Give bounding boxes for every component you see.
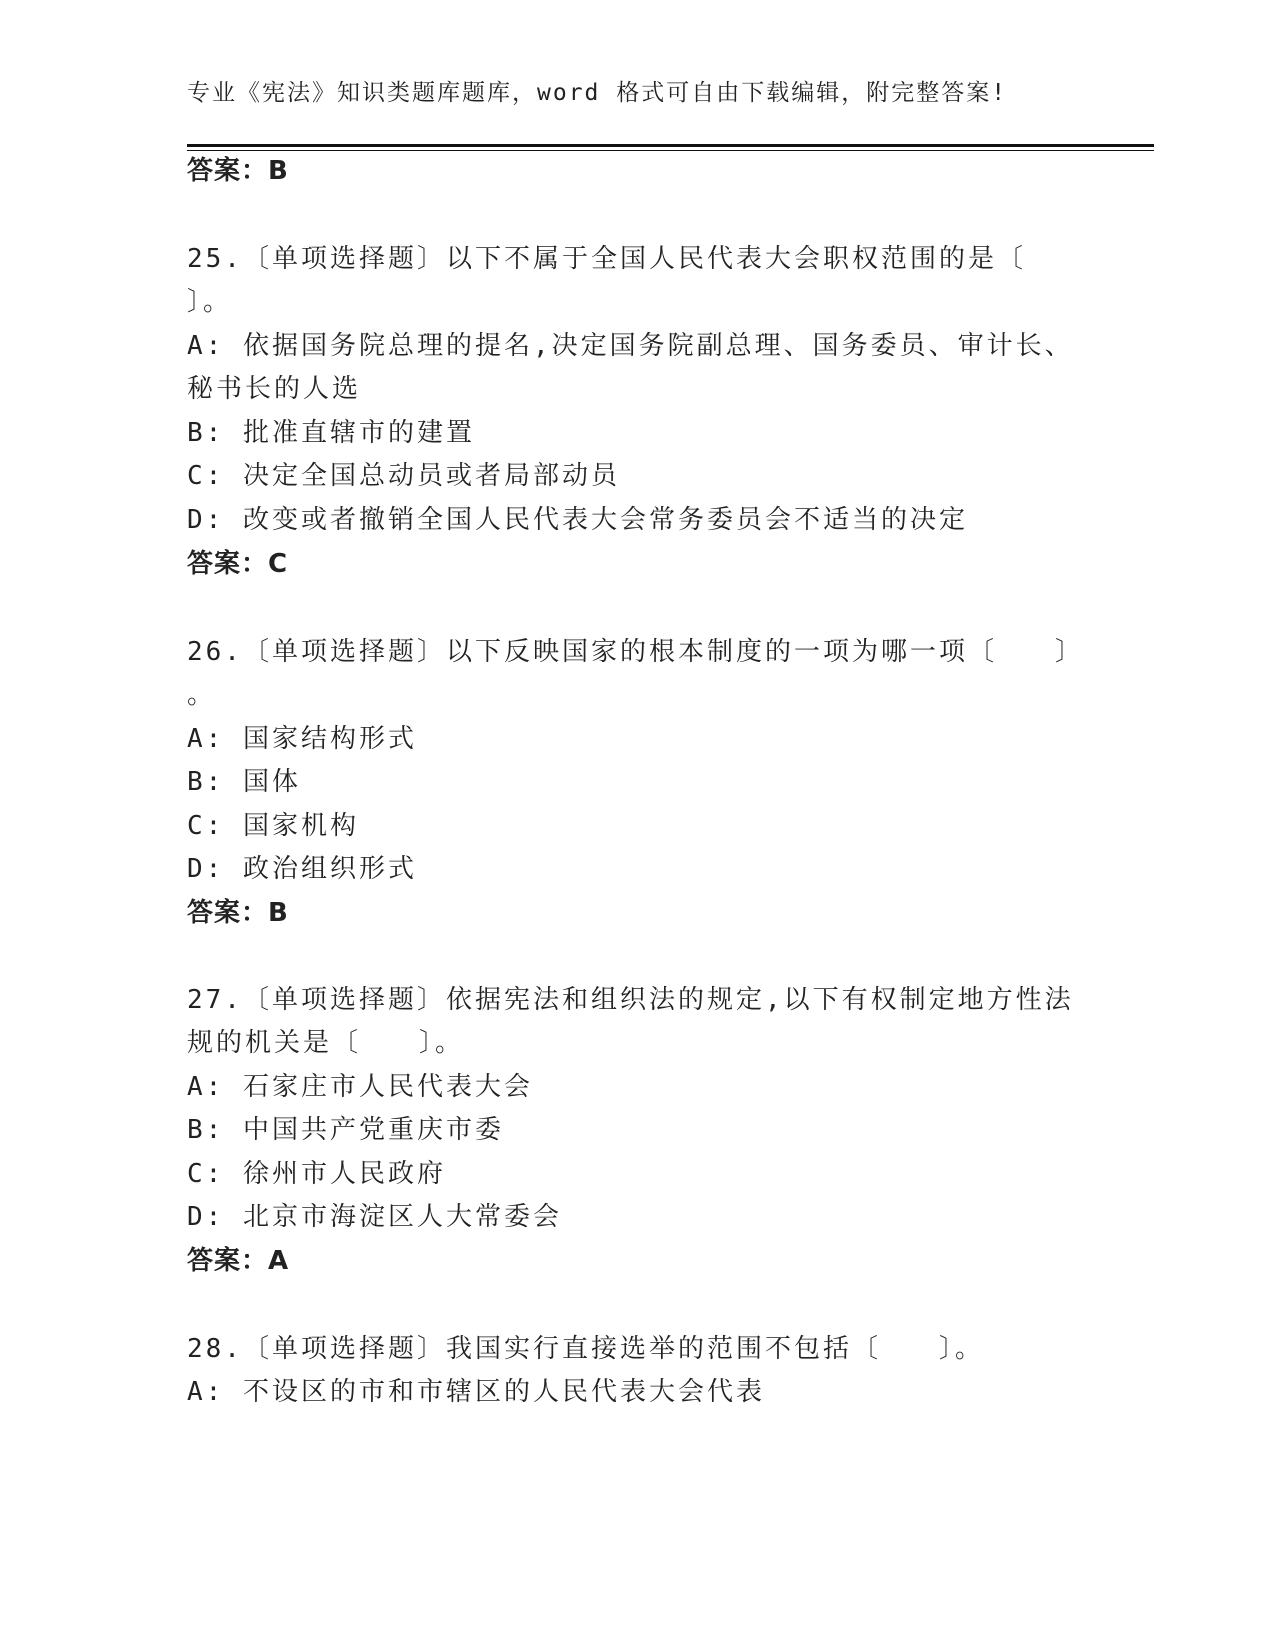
q25-answer: 答案：C (187, 549, 289, 579)
q27-option-d: D: 北京市海淀区人大常委会 (187, 1202, 562, 1232)
q27-option-b: B: 中国共产党重庆市委 (187, 1115, 504, 1145)
q25-option-a-line1: A: 依据国务院总理的提名,决定国务院副总理、国务委员、审计长、 (187, 331, 1074, 361)
q28-stem-line1: 28.〔单项选择题〕我国实行直接选举的范围不包括〔 〕。 (187, 1334, 984, 1364)
answer-previous: 答案：B (187, 156, 289, 186)
header-rule-thin (187, 150, 1154, 151)
q27-option-c: C: 徐州市人民政府 (187, 1159, 446, 1189)
q26-option-d: D: 政治组织形式 (187, 854, 417, 884)
q26-answer: 答案：B (187, 898, 289, 928)
q27-answer: 答案：A (187, 1246, 290, 1276)
q27-option-a: A: 石家庄市人民代表大会 (187, 1072, 533, 1102)
q26-option-b: B: 国体 (187, 767, 301, 797)
q26-option-a: A: 国家结构形式 (187, 724, 417, 754)
q28-option-a: A: 不设区的市和市辖区的人民代表大会代表 (187, 1377, 765, 1407)
q25-option-a-line2: 秘书长的人选 (187, 374, 362, 404)
q25-stem-line1: 25.〔单项选择题〕以下不属于全国人民代表大会职权范围的是〔 (187, 244, 1026, 274)
q27-stem-line2: 规的机关是〔 〕。 (187, 1028, 465, 1058)
q27-stem-line1: 27.〔单项选择题〕依据宪法和组织法的规定,以下有权制定地方性法 (187, 985, 1074, 1015)
q25-option-d: D: 改变或者撤销全国人民代表大会常务委员会不适当的决定 (187, 505, 968, 535)
q25-option-c: C: 决定全国总动员或者局部动员 (187, 461, 620, 491)
q26-stem-line2: 。 (187, 680, 217, 710)
q25-stem-line2: 〕。 (187, 287, 233, 317)
q26-stem-line1: 26.〔单项选择题〕以下反映国家的根本制度的一项为哪一项〔 〕 (187, 637, 1084, 667)
q25-option-b: B: 批准直辖市的建置 (187, 418, 475, 448)
header-rule-thick (187, 144, 1154, 147)
q26-option-c: C: 国家机构 (187, 811, 359, 841)
page-header: 专业《宪法》知识类题库题库，word 格式可自由下载编辑，附完整答案! (187, 80, 1008, 106)
